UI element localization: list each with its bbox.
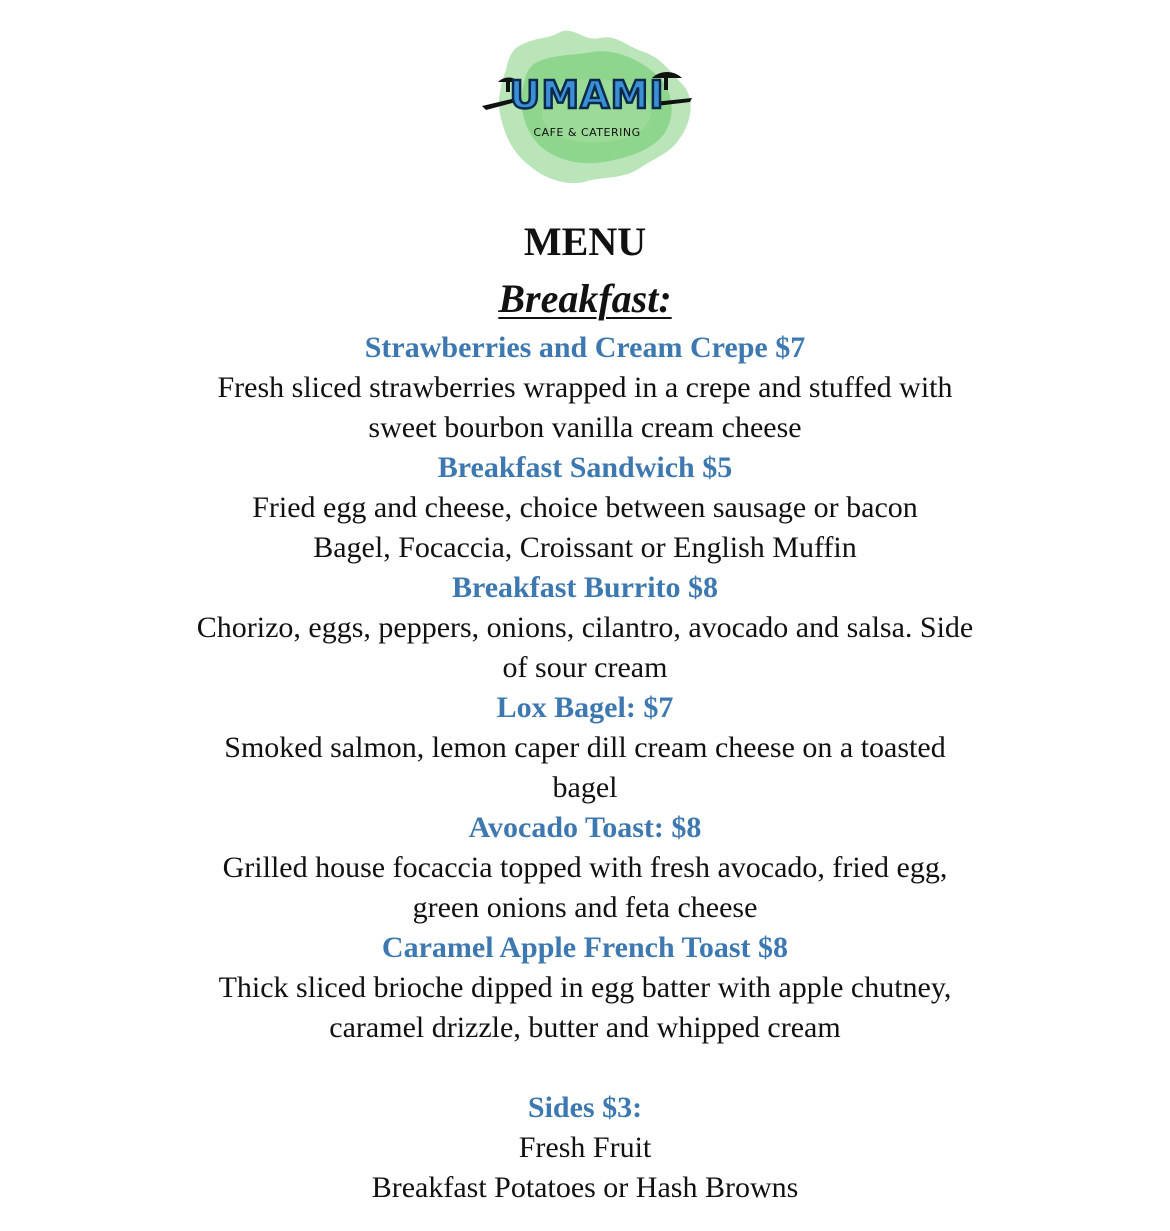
menu-item-description: caramel drizzle, butter and whipped cream bbox=[329, 1011, 841, 1044]
spacer bbox=[0, 1048, 1170, 1088]
menu-item-name: Avocado Toast: $8 bbox=[468, 811, 702, 844]
menu-item-name: Breakfast Sandwich $5 bbox=[437, 451, 733, 484]
sides-block bbox=[0, 1088, 1170, 1208]
menu-item-description: sweet bourbon vanilla cream cheese bbox=[368, 411, 802, 444]
menu-item-description: Thick sliced brioche dipped in egg batter with apple chutney, bbox=[218, 971, 952, 1004]
menu-item bbox=[0, 448, 1170, 568]
menu-item-description: bagel bbox=[552, 771, 618, 804]
menu-item-description: of sour cream bbox=[502, 651, 668, 684]
menu-item-name: Strawberries and Cream Crepe $7 bbox=[364, 331, 806, 364]
menu-title: MENU bbox=[523, 219, 647, 264]
menu-item-description: green onions and feta cheese bbox=[412, 891, 758, 924]
menu-item-description: Smoked salmon, lemon caper dill cream cheese on a toasted bbox=[224, 731, 946, 764]
menu-item-description: Grilled house focaccia topped with fresh avocado, fried egg, bbox=[222, 851, 948, 884]
sides-line: Breakfast Potatoes or Hash Browns bbox=[371, 1171, 799, 1204]
menu-item-description: Fresh sliced strawberries wrapped in a crepe and stuffed with bbox=[217, 371, 953, 404]
section-title-breakfast: Breakfast: bbox=[498, 276, 672, 321]
menu-item bbox=[0, 328, 1170, 448]
menu-item-name: Breakfast Burrito $8 bbox=[451, 571, 719, 604]
menu-item-name: Caramel Apple French Toast $8 bbox=[381, 931, 789, 964]
menu-item bbox=[0, 568, 1170, 688]
logo-wordmark: UMAMI bbox=[509, 73, 665, 117]
logo-tagline: CAFE & CATERING bbox=[533, 126, 641, 139]
menu-item-description: Chorizo, eggs, peppers, onions, cilantro, avocado and salsa. Side bbox=[196, 611, 974, 644]
menu-item bbox=[0, 808, 1170, 928]
menu-item-description: Fried egg and cheese, choice between sausage or bacon bbox=[252, 491, 918, 524]
sides-title: Sides $3: bbox=[527, 1091, 643, 1124]
menu bbox=[0, 214, 1170, 1208]
menu-item-name: Lox Bagel: $7 bbox=[496, 691, 674, 724]
umami-logo bbox=[476, 26, 698, 186]
menu-item-description: Bagel, Focaccia, Croissant or English Muffin bbox=[313, 531, 857, 564]
logo-graphic bbox=[476, 26, 698, 186]
sides-line: Fresh Fruit bbox=[518, 1131, 652, 1164]
menu-item bbox=[0, 688, 1170, 808]
menu-item bbox=[0, 928, 1170, 1048]
menu-items bbox=[0, 328, 1170, 1048]
